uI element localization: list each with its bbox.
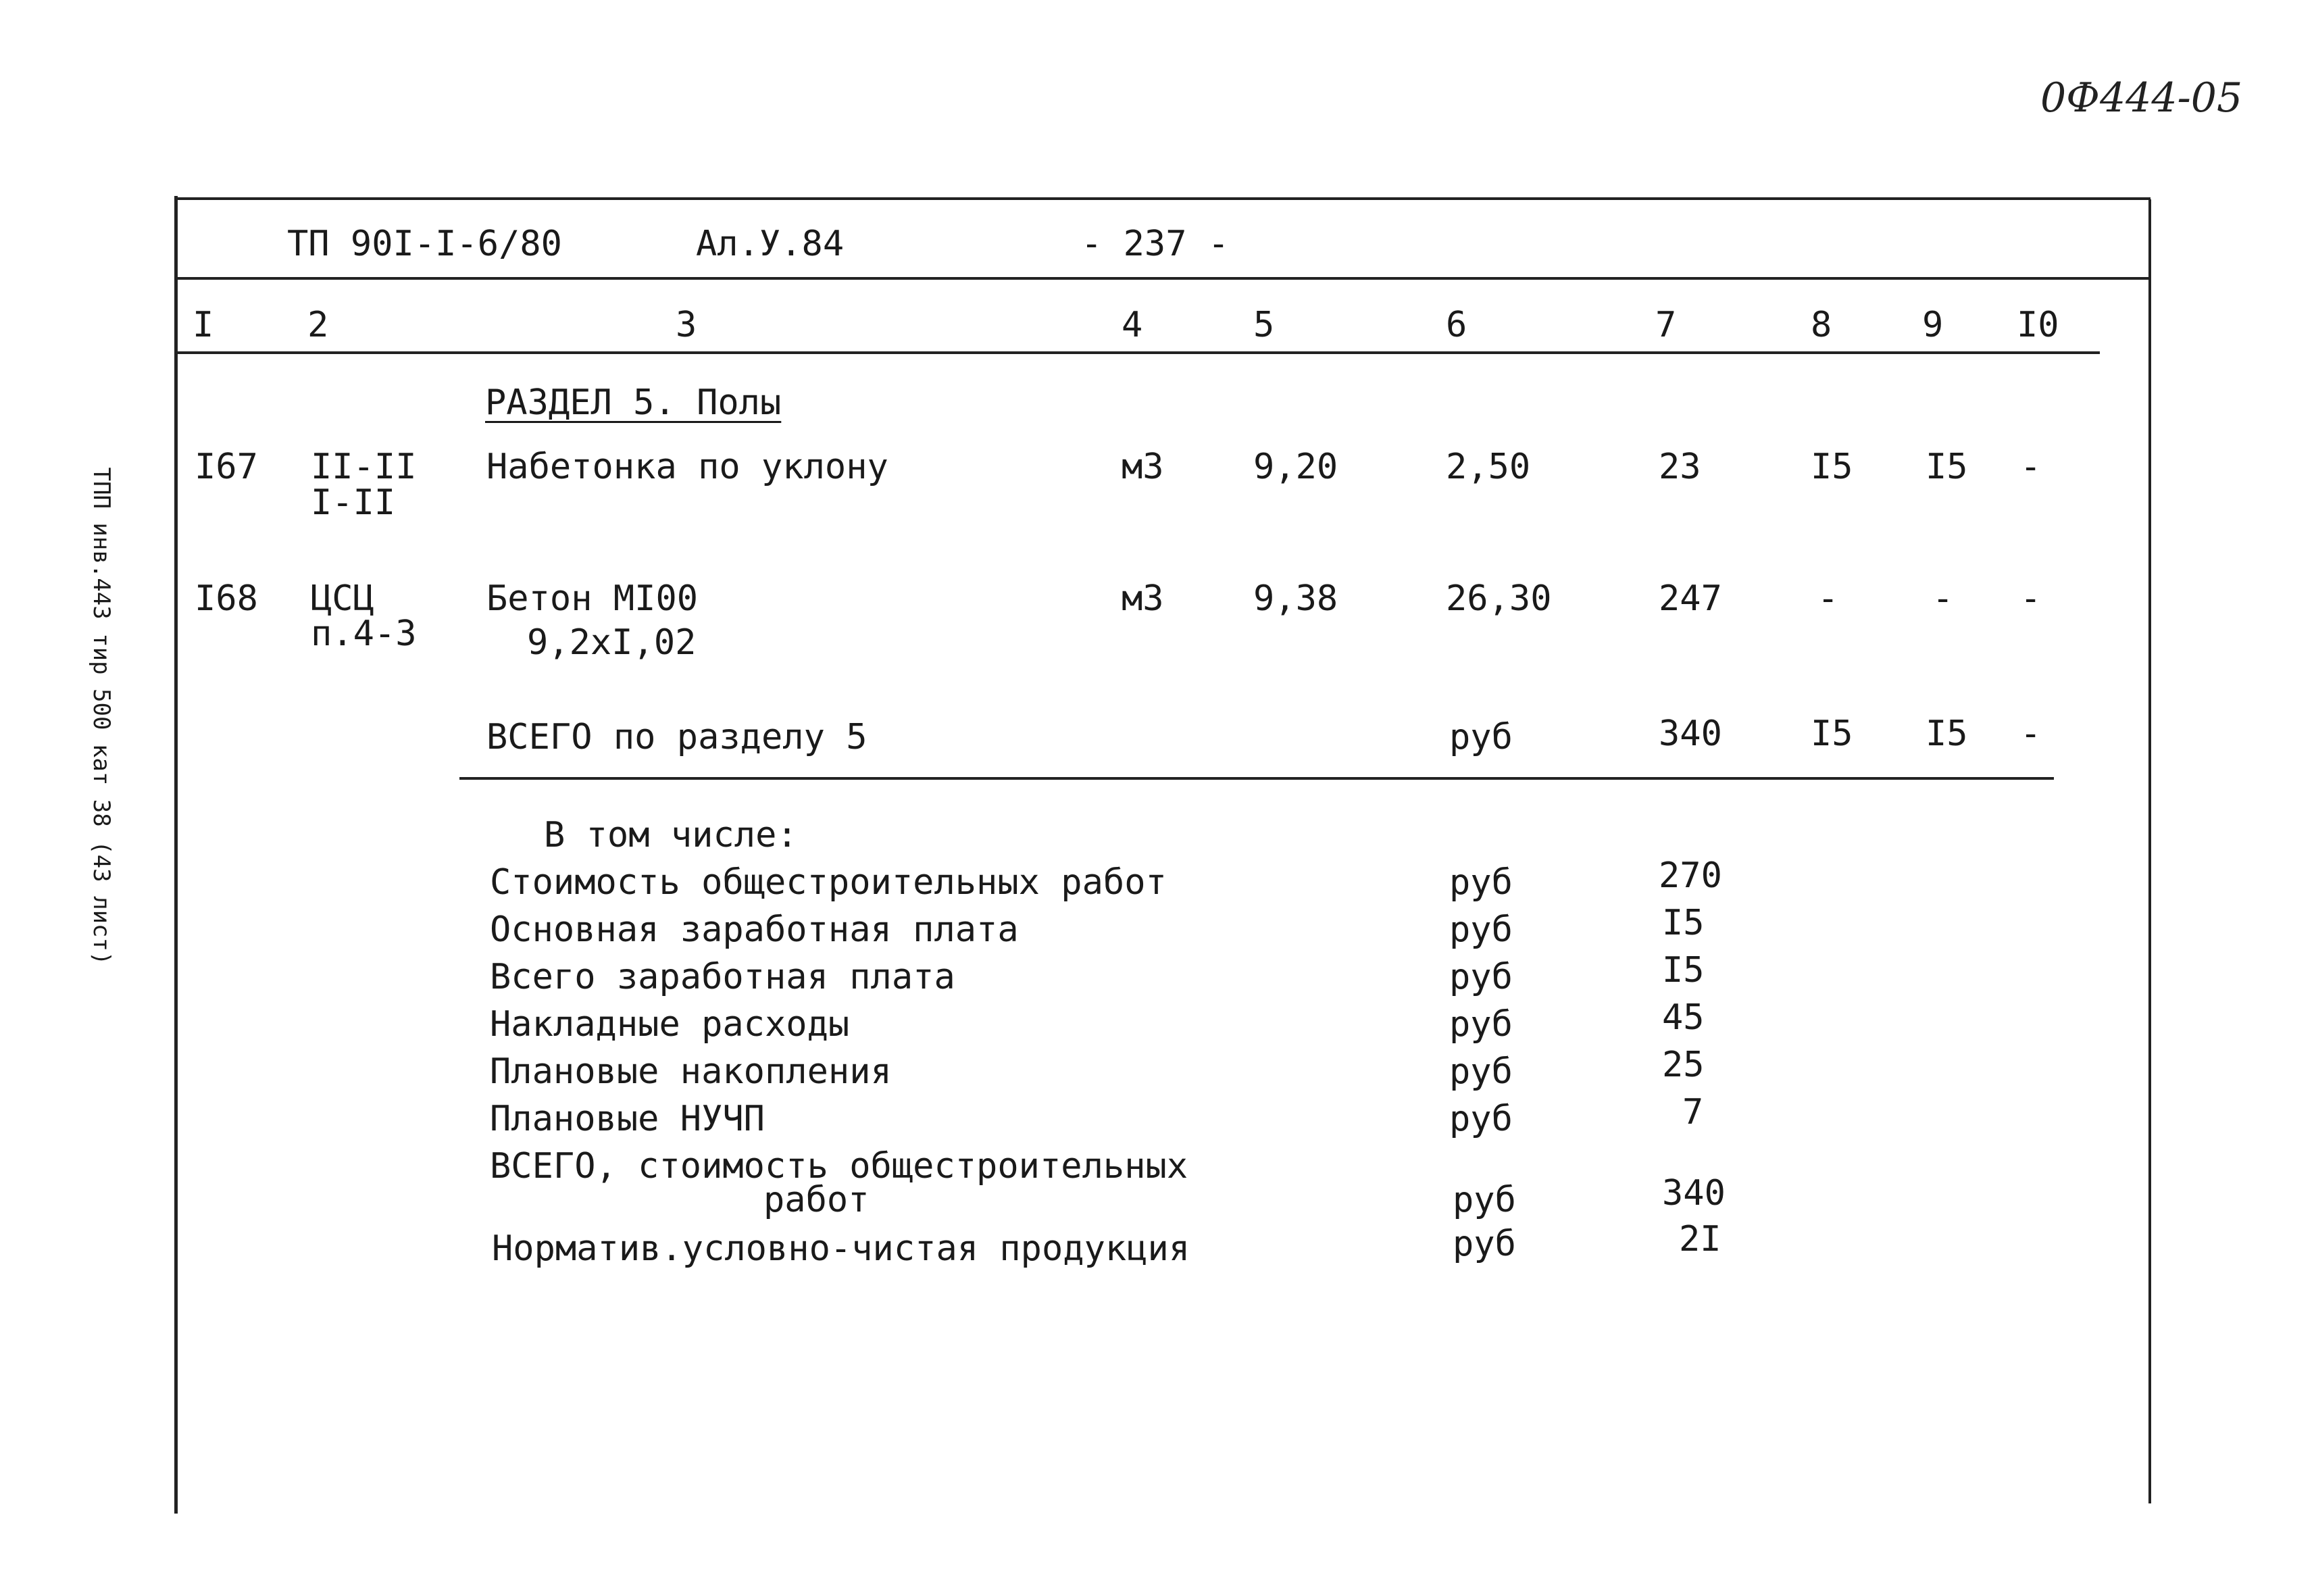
breakdown-value: I5 [1662,950,1705,991]
row-price: 26,30 [1446,578,1552,619]
breakdown-unit: руб [1449,862,1513,903]
page-number: - 237 - [1081,224,1230,264]
row-cost: 247 [1659,578,1722,619]
breakdown-unit: руб [1449,1099,1513,1139]
breakdown-label: Накладные расходы [490,1004,850,1045]
row-code: II-II [311,447,417,487]
row-col8: I5 [1811,447,1853,487]
breakdown-label: ВСЕГО, стоимость общестроительных [490,1146,1188,1187]
row-col10: - [2020,447,2042,487]
column-header-divider [174,351,2100,354]
row-code-secondary: I-II [311,482,396,523]
breakdown-label: Основная заработная плата [490,909,1019,950]
breakdown-unit: руб [1449,909,1513,950]
row-code: ЦСЦ [311,578,374,619]
row-number: I68 [195,578,258,619]
total-col8: I5 [1811,714,1853,754]
breakdown-label: Норматив.условно-чистая продукция [492,1228,1190,1269]
total-col10: - [2020,714,2042,754]
breakdown-unit: руб [1449,1004,1513,1045]
breakdown-label: Плановые НУЧП [490,1099,765,1139]
breakdown-unit: руб [1453,1180,1516,1220]
row-col9: - [1932,578,1954,619]
column-header: 6 [1446,305,1467,345]
row-name-formula: 9,2хI,02 [527,622,697,663]
total-divider [459,777,2054,780]
column-header: 5 [1253,305,1275,345]
row-price: 2,50 [1446,447,1531,487]
breakdown-value: I5 [1662,903,1705,943]
breakdown-value: 340 [1662,1173,1726,1214]
row-code-secondary: п.4-3 [311,614,417,654]
breakdown-unit: руб [1449,957,1513,997]
column-header: 2 [307,305,329,345]
column-header: 7 [1655,305,1677,345]
column-header: 9 [1922,305,1944,345]
breakdown-label: Плановые накопления [490,1051,892,1092]
document-stamp: 0Ф444-05 [2040,74,2243,122]
right-border-line [2148,199,2151,1503]
column-header: 8 [1811,305,1832,345]
row-cost: 23 [1659,447,1701,487]
row-name: Набетонка по уклону [486,447,888,487]
album-number: Ал.У.84 [696,224,845,264]
row-number: I67 [195,447,258,487]
total-cost: 340 [1659,714,1722,754]
breakdown-unit: руб [1449,1051,1513,1092]
row-unit: м3 [1122,447,1164,487]
total-label: ВСЕГО по разделу 5 [486,717,867,757]
column-header: I [193,305,214,345]
column-header: 3 [676,305,697,345]
top-border-line [174,197,2150,200]
row-unit: м3 [1122,578,1164,619]
project-number: ТП 90I-I-6/80 [287,224,562,264]
breakdown-unit: руб [1453,1224,1516,1264]
side-inventory-note: ТПП инв.443 тир 500 кат 38 (43 лист) [88,467,115,966]
breakdown-label-continued: работ [763,1180,870,1220]
breakdown-value: 7 [1682,1092,1704,1132]
section-title: РАЗДЕЛ 5. Полы [485,382,782,423]
header-divider [174,277,2150,280]
breakdown-value: 270 [1659,855,1722,896]
row-col10: - [2020,578,2042,619]
column-header: 4 [1122,305,1143,345]
row-name: Бетон МI00 [486,578,699,619]
total-unit: руб [1449,717,1513,757]
breakdown-label: Всего заработная плата [490,957,955,997]
column-header: I0 [2017,305,2059,345]
breakdown-label: Стоимость общестроительных работ [490,862,1167,903]
row-quantity: 9,20 [1253,447,1338,487]
breakdown-value: 25 [1662,1045,1705,1085]
row-quantity: 9,38 [1253,578,1338,619]
row-col9: I5 [1926,447,1968,487]
breakdown-value: 2I [1679,1219,1721,1260]
left-border-line [174,196,178,1514]
breakdown-value: 45 [1662,997,1705,1038]
total-col9: I5 [1926,714,1968,754]
row-col8: - [1817,578,1839,619]
breakdown-title: В том числе: [544,815,798,855]
